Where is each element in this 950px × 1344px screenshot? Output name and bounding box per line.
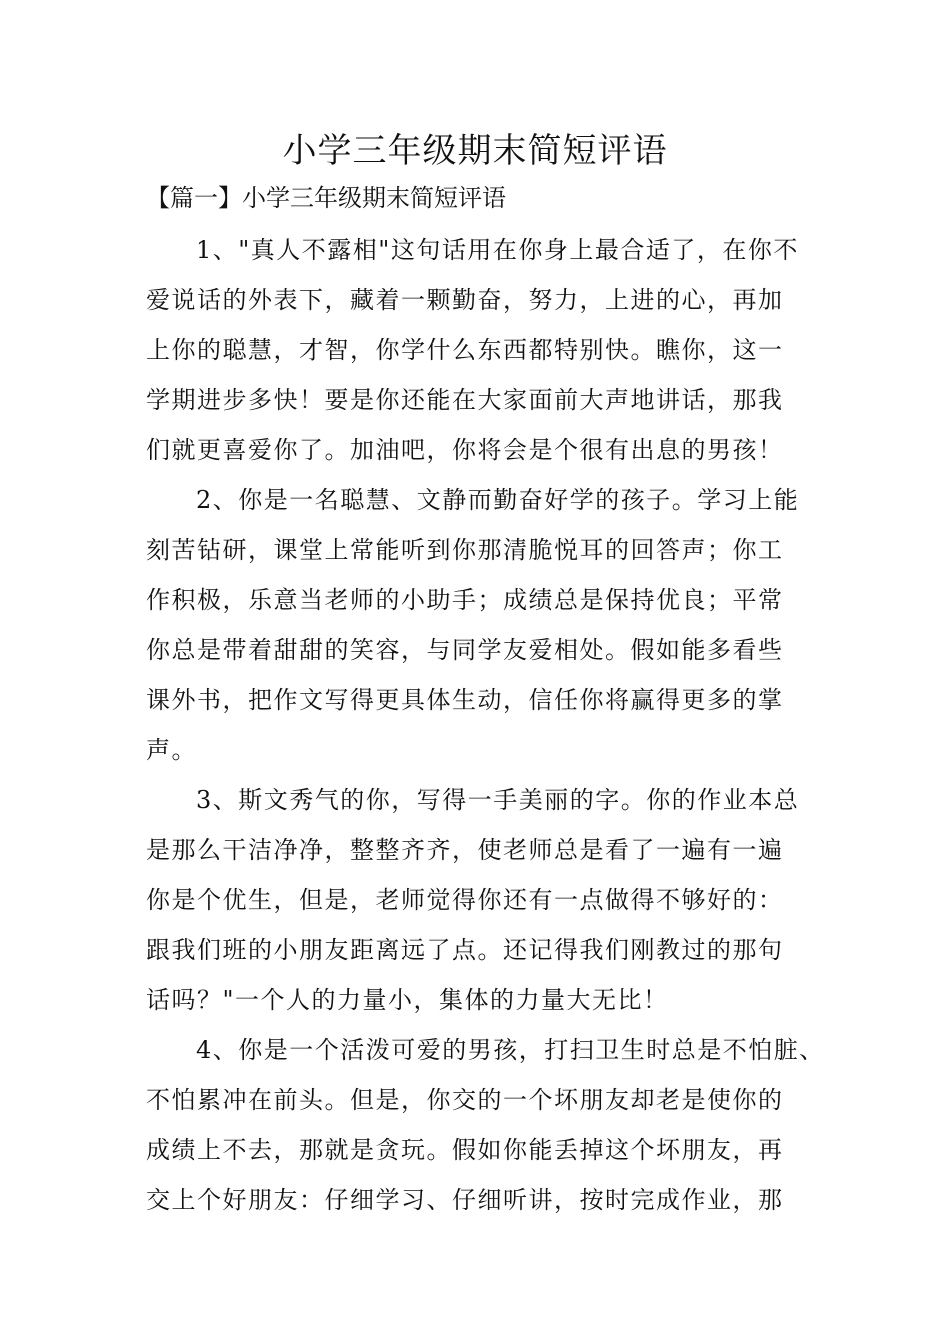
paragraph-1-line-1: 1、"真人不露相"这句话用在你身上最合适了，在你不 [196, 236, 799, 264]
paragraph-3-line-4: 跟我们班的小朋友距离远了点。还记得我们刚教过的那句 [146, 936, 784, 964]
paragraph-3-line-1: 3、斯文秀气的你，写得一手美丽的字。你的作业本总 [196, 786, 800, 814]
paragraph-3-line-2: 是那么干洁净净，整整齐齐，使老师总是看了一遍有一遍 [146, 836, 784, 864]
paragraph-3-line-5: 话吗？"一个人的力量小，集体的力量大无比！ [146, 986, 669, 1014]
paragraph-2-line-5: 课外书，把作文写得更具体生动，信任你将赢得更多的掌 [146, 686, 784, 714]
paragraph-1-line-4: 学期进步多快！要是你还能在大家面前大声地讲话，那我 [146, 386, 784, 414]
paragraph-4-line-1: 4、你是一个活泼可爱的男孩，打扫卫生时总是不怕脏、 [196, 1036, 825, 1064]
paragraph-2-line-3: 作积极，乐意当老师的小助手；成绩总是保持优良；平常 [146, 586, 784, 614]
paragraph-1-line-3: 上你的聪慧，才智，你学什么东西都特别快。瞧你，这一 [146, 336, 784, 364]
paragraph-2-line-6: 声。 [146, 736, 197, 764]
paragraph-2-line-1: 2、你是一名聪慧、文静而勤奋好学的孩子。学习上能 [196, 486, 800, 514]
document-title: 小学三年级期末简短评语 [282, 131, 668, 171]
section-heading: 【篇一】小学三年级期末简短评语 [146, 184, 506, 212]
paragraph-4-line-3: 成绩上不去，那就是贪玩。假如你能丢掉这个坏朋友，再 [146, 1136, 784, 1164]
paragraph-2-line-2: 刻苦钻研，课堂上常能听到你那清脆悦耳的回答声；你工 [146, 536, 784, 564]
paragraph-4-line-2: 不怕累冲在前头。但是，你交的一个坏朋友却老是使你的 [146, 1086, 784, 1114]
paragraph-1-line-5: 们就更喜爱你了。加油吧，你将会是个很有出息的男孩！ [146, 436, 784, 464]
paragraph-3-line-3: 你是个优生，但是，老师觉得你还有一点做得不够好的： [146, 886, 784, 914]
paragraph-2-line-4: 你总是带着甜甜的笑容，与同学友爱相处。假如能多看些 [146, 636, 784, 664]
paragraph-4-line-4: 交上个好朋友：仔细学习、仔细听讲，按时完成作业，那 [146, 1186, 784, 1214]
paragraph-1-line-2: 爱说话的外表下，藏着一颗勤奋，努力，上进的心，再加 [146, 286, 784, 314]
